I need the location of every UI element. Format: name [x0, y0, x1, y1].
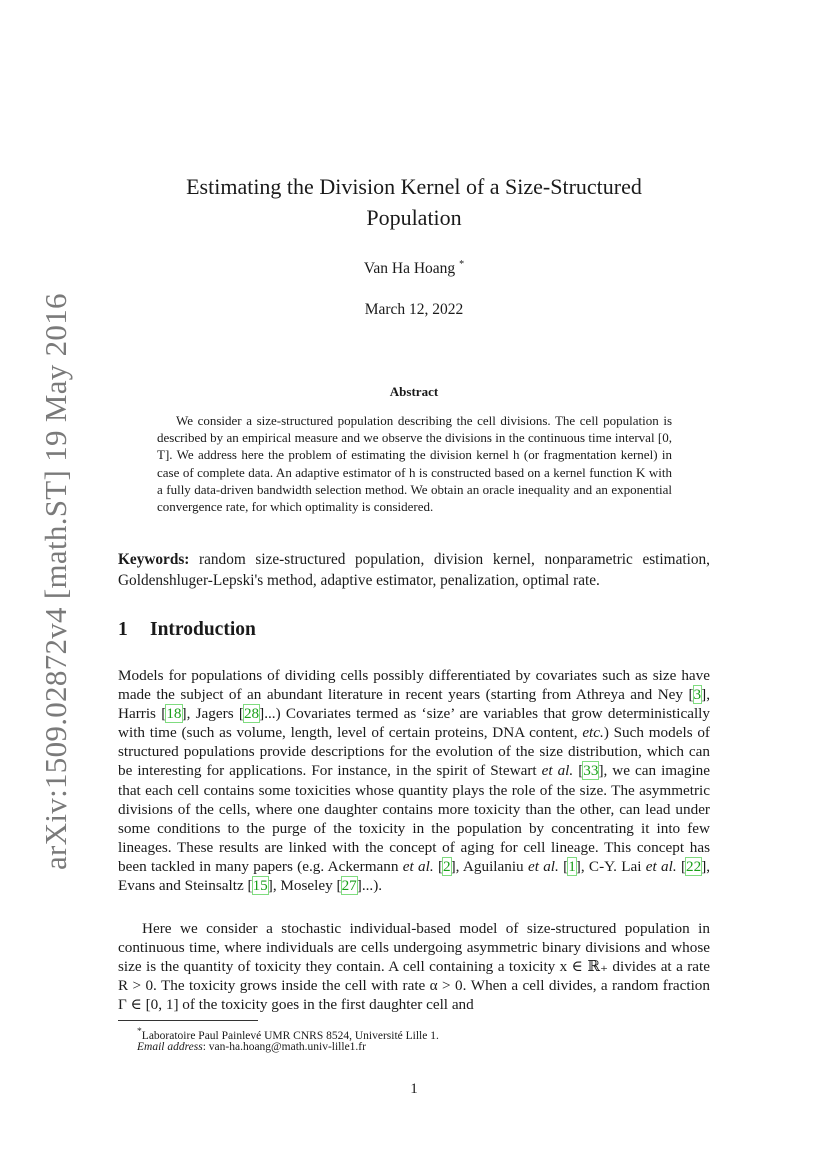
p1-text-4: ...) Covariates termed as ‘size’ are variables that grow deterministically with time (such as volume, length, level of certain proteins, DNA content, — [118, 705, 710, 742]
citation-number[interactable]: 33 — [583, 762, 599, 780]
intro-paragraph-1 — [118, 666, 710, 895]
citation-link[interactable] — [688, 686, 706, 703]
section-number: 1 — [118, 619, 128, 640]
paper-title-line-2: Population — [366, 205, 462, 230]
p1-et-al: et al. — [541, 762, 574, 780]
citation-link[interactable] — [239, 705, 264, 722]
citation-number[interactable]: 18 — [166, 705, 182, 723]
section-heading — [118, 619, 256, 641]
p1-et-al: et al. — [402, 857, 434, 875]
p1-text-7: , Aguilaniu — [455, 857, 528, 875]
citation-link[interactable] — [681, 858, 706, 875]
abstract-body: We consider a size-structured population describing the cell divisions. The cell population is described by an empirical measure and we observe the divisions in the continuous time interval [0, T]. We address here the problem of estimating the division kernel h (or fragmentation kernel) in case of complete data. An adaptive estimator of h is constructed based on a kernel function K with a fully data-driven bandwidth selection method. We obtain an oracle inequality and an exponential convergence rate, for which optimality is considered. — [157, 413, 672, 515]
citation-link[interactable] — [563, 858, 581, 875]
paper-title — [120, 171, 708, 233]
p1-text-8: , C-Y. Lai — [580, 857, 646, 875]
section-title: Introduction — [150, 619, 256, 640]
citation-number[interactable]: 3 — [693, 686, 702, 704]
citation-number[interactable]: 22 — [686, 857, 702, 875]
p1-text-5: ) Such models of structured populations provide descriptions for the evolution of the size distribution, which can be interesting for applications. For instance, in the spirit of Stewart — [118, 724, 710, 780]
citation-number[interactable]: 28 — [243, 705, 260, 723]
intro-paragraph-2: Here we consider a stochastic individual-based model of size-structured population in continuous time, where individuals are cells undergoing asymmetric binary divisions and whose size is the quantity of toxicity they contain. A cell containing a toxicity x ∈ ℝ₊ divides at a rate R > 0. The toxicity grows inside the cell with rate α > 0. When a cell divides, a random fraction Γ ∈ [0, 1] of the toxicity goes in the first daughter cell and — [118, 920, 710, 1014]
email-address[interactable]: van-ha.hoang@math.univ-lille1.fr — [208, 1041, 366, 1053]
page-number: 1 — [410, 1081, 418, 1097]
p1-etc: etc. — [582, 724, 604, 742]
p1-text-1: Models for populations of dividing cells possibly differentiated by covariates such as size have made the subject of an abundant literature in recent years (starting from Athreya and Ney — [118, 667, 710, 704]
citation-link[interactable] — [438, 858, 456, 875]
keywords — [118, 550, 710, 591]
email-label: Email address — [137, 1041, 203, 1053]
author-line — [120, 259, 708, 278]
keywords-label: Keywords: — [118, 551, 190, 568]
paper-title-line-1: Estimating the Division Kernel of a Size-Structured — [186, 174, 642, 199]
footnote-email: Email address: van-ha.hoang@math.univ-lille1.fr — [137, 1041, 366, 1053]
citation-link[interactable] — [337, 877, 362, 894]
p1-text-6: , we can imagine that each cell contains some toxicities whose quantity plays the role of the size. The asymmetric divisions of the cells, where one daughter contains more toxicity than the other, can lead under some conditions to the purge of the toxicity in the population by concentrating it into few lineages. These results are linked with the concept of aging for cell lineage. This concept has been tackled in many papers (e.g. Ackermann — [118, 762, 710, 875]
p1-text-3: , Jagers — [186, 705, 239, 723]
paper-date: March 12, 2022 — [364, 301, 464, 318]
citation-link[interactable] — [248, 877, 273, 894]
p1-text-2: , Harris — [118, 686, 710, 723]
footnote-mark: * — [137, 1026, 142, 1037]
author-name: Van Ha Hoang — [363, 260, 456, 278]
citation-number[interactable]: 1 — [568, 857, 576, 875]
p1-et-al: et al. — [645, 857, 677, 875]
arxiv-identifier-stamp: arXiv:1509.02872v4 [math.ST] 19 May 2016 — [38, 293, 73, 870]
p1-et-al: et al. — [527, 857, 559, 875]
p1-text-9: , Evans and Steinsaltz — [118, 857, 711, 895]
citation-number[interactable]: 27 — [341, 877, 357, 895]
keywords-text: random size-structured population, division kernel, nonparametric estimation, Goldenshluger-Lepski's method, adaptive estimator, penalization, optimal rate. — [118, 551, 710, 589]
abstract-heading: Abstract — [389, 384, 439, 399]
footnote-affiliation-text: Laboratoire Paul Painlevé UMR CNRS 8524, Université Lille 1. — [141, 1029, 439, 1042]
citation-link[interactable] — [578, 762, 603, 779]
p1-text-10: , Moseley — [272, 877, 337, 895]
citation-link[interactable] — [161, 705, 186, 722]
citation-number[interactable]: 15 — [252, 877, 268, 895]
citation-number[interactable]: 2 — [443, 857, 451, 875]
author-footnote-mark[interactable]: * — [459, 259, 465, 270]
p1-text-11: ...). — [361, 877, 383, 895]
footnote-divider — [118, 1020, 258, 1021]
